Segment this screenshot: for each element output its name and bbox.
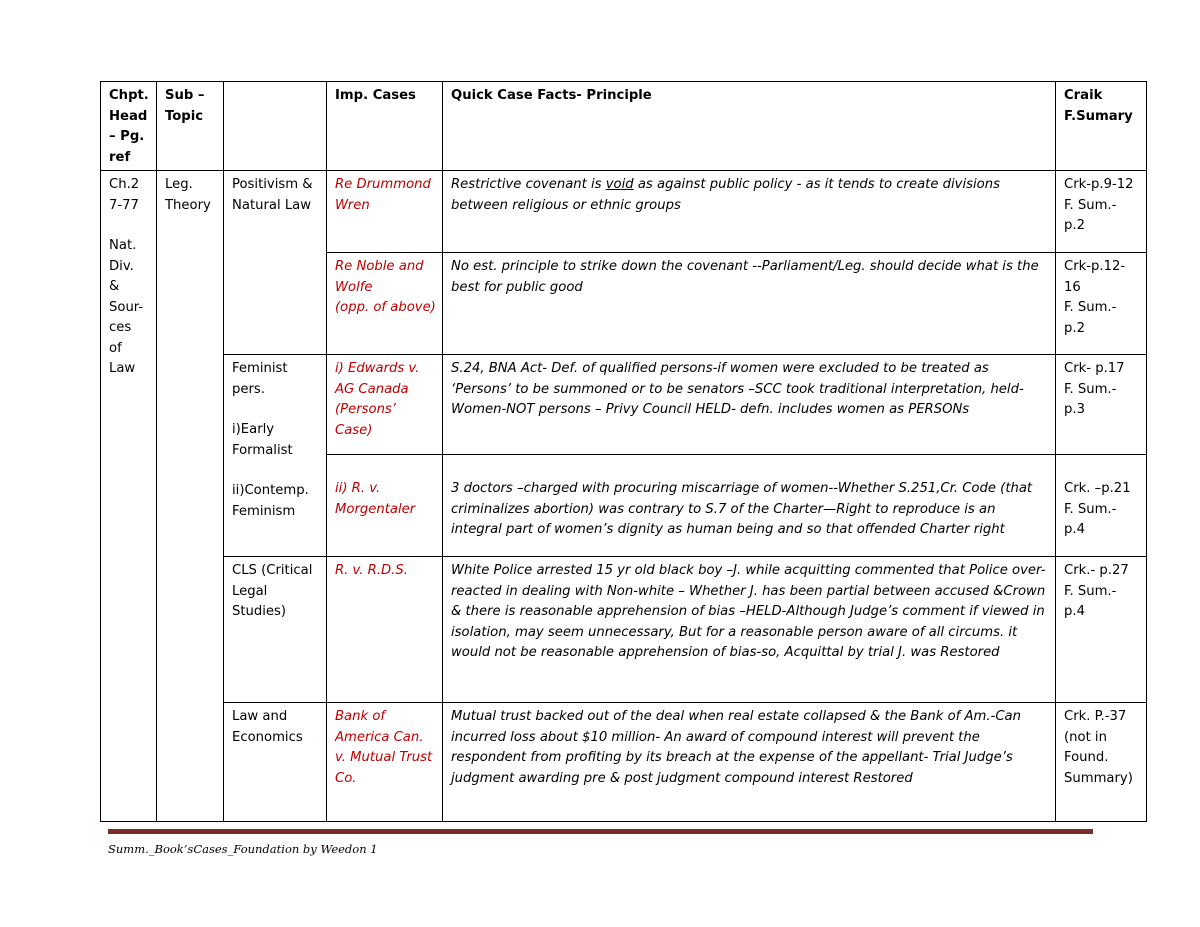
chapter-line: & [109,279,120,294]
craik-line: F. Sum.- [1064,197,1117,213]
craik-ref [1056,253,1147,355]
header-craik-line2: F.Sumary [1064,108,1133,124]
craik-line: F. Sum.- [1064,583,1117,599]
chapter-line: 7-77 [109,197,139,213]
table-row [101,355,1147,455]
case-summary-table [100,81,1147,822]
craik-line: F. Sum.- [1064,381,1117,397]
craik-ref [1056,455,1147,557]
craik-line: p.2 [1064,320,1085,336]
category-line: Leg. [165,177,193,192]
subtopic-line: Formalist [232,442,293,458]
craik-ref [1056,703,1147,822]
case-title: R. v. R.D.S. [335,563,408,578]
case-name [327,171,443,253]
chapter-line: Div. [109,258,134,274]
craik-line: F. Sum.- [1064,300,1117,315]
case-title: Re Noble and Wolfe [335,259,424,295]
case-facts: 3 doctors –charged with procuring miscarriage of women--Whether S.251,Cr. Code (that criminalizes abortion) was contrary to S.7 of the Charter—Right to reproduce is an integral part of women’s dignity as human being and so that offended Charter right [443,455,1056,557]
header-cases: Imp. Cases [327,82,443,171]
table-row [101,171,1147,253]
craik-line: Crk- p.17 [1064,361,1125,376]
case-name [327,455,443,557]
case-name [327,253,443,355]
craik-ref [1056,355,1147,455]
craik-line: (not in [1064,729,1107,745]
subtopic-feminist [224,355,327,557]
table-row [101,557,1147,703]
case-title: ii) R. v. Morgentaler [335,481,416,517]
table-row [101,703,1147,822]
case-title: Bank of America Can. v. Mutual Trust Co. [335,709,433,786]
fact-text: Restrictive covenant is [451,177,606,192]
craik-line: p.4 [1064,604,1085,619]
case-facts: No est. principle to strike down the covenant --Parliament/Leg. should decide what is the best for public good [443,253,1056,355]
header-craik [1056,82,1147,171]
case-facts: White Police arrested 15 yr old black boy –J. while acquitting commented that Police over-reacted in dealing with Non-white – Whether J. has been partial between accused &Crown & there is reasonable apprehension of bias –HELD-Although Judge’s comment if viewed in isolation, may seem unnecessary, But for a reasonable person aware of all circums. it would not be reasonable apprehension of bias-so, Acquittal by trial J. was Restored [443,557,1056,703]
chapter-line: Nat. [109,238,137,253]
case-name [327,355,443,455]
chapter-line: Sour- [109,299,144,315]
category-line: Theory [165,197,211,213]
subtopic-cls: CLS (Critical Legal Studies) [224,557,327,703]
craik-line: F. Sum.- [1064,501,1117,517]
header-chapter: Chpt. Head – Pg. ref [101,82,157,171]
craik-line: Found. [1064,750,1109,765]
subtopic-line: ii)Contemp. [232,483,309,498]
chapter-line: of [109,340,122,356]
chapter-cell [101,171,157,822]
craik-line: Summary) [1064,770,1133,786]
subtopic-line: pers. [232,381,265,397]
case-name [327,557,443,703]
craik-line: p.2 [1064,218,1085,233]
subtopic-law-econ: Law and Economics [224,703,327,822]
case-facts: S.24, BNA Act- Def. of qualified persons-if women were excluded to be treated as ‘Persons’ to be summoned or to be senators –SCC took traditional interpretation, held- Women-NOT persons – Privy Council HELD- defn. includes women as PERSONs [443,355,1056,455]
craik-line: Crk. P.-37 [1064,709,1127,724]
craik-line: Crk-p.12- [1064,259,1126,274]
craik-line: Crk.- p.27 [1064,563,1129,578]
chapter-line: Ch.2 [109,177,140,192]
case-facts [443,171,1056,253]
subtopic-line: Feminism [232,503,296,519]
header-craik-line1: Craik [1064,88,1103,103]
header-category [224,82,327,171]
header-facts: Quick Case Facts- Principle [443,82,1056,171]
table-header-row [101,82,1147,171]
fact-text: as against public policy - as it tends to create divisions between religious or ethnic groups [451,177,1000,213]
subtopic-positivism: Positivism & Natural Law [224,171,327,355]
case-title: i) Edwards v. AG Canada (Persons’ Case) [335,361,420,438]
category-cell [157,171,224,822]
craik-line: 16 [1064,279,1081,295]
case-note: (opp. of above) [335,300,436,315]
subtopic-line: Feminist [232,361,288,376]
case-title: Re Drummond Wren [335,177,431,213]
craik-line: Crk. –p.21 [1064,481,1131,496]
chapter-line: ces [109,320,132,335]
header-sub-topic: Sub –Topic [157,82,224,171]
craik-line: Crk-p.9-12 [1064,177,1134,192]
chapter-line: Law [109,361,136,376]
craik-ref [1056,171,1147,253]
craik-ref [1056,557,1147,703]
case-facts: Mutual trust backed out of the deal when real estate collapsed & the Bank of Am.-Can incurred loss about $10 million- An award of compound interest will prevent the respondent from profiting by its breach at the expense of the appellant- Trial Judge’s judgment awarding pre & post judgment compound interest Restored [443,703,1056,822]
craik-line: p.4 [1064,522,1085,537]
craik-line: p.3 [1064,402,1085,417]
fact-underlined: void [605,177,634,192]
subtopic-line: i)Early [232,422,275,437]
footer-rule [108,829,1093,834]
case-name [327,703,443,822]
footer-text: Summ._Book’sCases_Foundation by Weedon 1 [108,842,378,856]
